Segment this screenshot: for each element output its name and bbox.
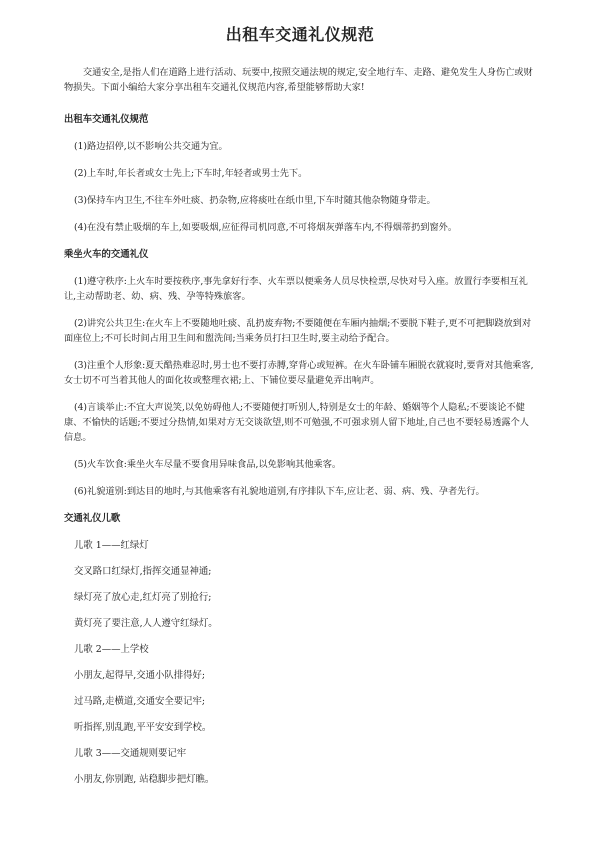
train-rule-2: (2)讲究公共卫生:在火车上不要随地吐痰、乱扔废弃物;不要随便在车厢内抽烟;不要脱下鞋子,更不可把脚跷放到对面座位上;不可长时间占用卫生间和盥洗间;当乘务员打扫卫生时,要主动给予配合。 xyxy=(64,318,532,344)
taxi-rule-2: (2)上车时,年长者或女士先上;下车时,年轻者或男士先下。 xyxy=(74,168,308,179)
rhyme-line: 小朋友,你别跑, 站稳脚步把灯瞧。 xyxy=(74,774,215,785)
rhyme-line: 听指挥,别乱跑,平平安安到学校。 xyxy=(74,722,212,733)
train-rule-1: (1)遵守秩序:上火车时要按秩序,事先拿好行李、火车票以便乘务人员尽快检票,尽快对号入座。放置行李要相互礼让,主动帮助老、幼、病、残、孕等特殊旅客。 xyxy=(64,276,528,302)
train-rule-3: (3)注重个人形象:夏天酷热难忍时,男士也不要打赤膊,穿背心或短裤。在火车卧铺车厢脱衣就寝时,要背对其他乘客,女士切不可当着其他人的面化妆或整理衣裙;上、下铺位要尽量避免弄出响声。 xyxy=(64,360,534,386)
taxi-rule-1: (1)路边招停,以不影响公共交通为宜。 xyxy=(74,141,228,152)
rhyme-line: 小朋友,起得早,交通小队排得好; xyxy=(74,670,205,681)
section-heading-taxi: 出租车交通礼仪规范 xyxy=(64,114,149,125)
rhyme-title-1: 儿歌 1——红绿灯 xyxy=(74,540,149,551)
train-rule-6: (6)礼貌道别:到达目的地时,与其他乘客有礼貌地道别,有序排队下车,应让老、弱、病、残、孕者先行。 xyxy=(74,486,485,497)
intro-paragraph: 交通安全,是指人们在道路上进行活动、玩要中,按照交通法规的规定,安全地行车、走路、避免发生人身伤亡或财物损失。下面小编给大家分享出租车交通礼仪规范内容,希望能够帮助大家! xyxy=(64,67,533,93)
rhyme-title-3: 儿歌 3——交通规则要记牢 xyxy=(74,748,187,759)
page-title: 出租车交通礼仪规范 xyxy=(225,25,375,44)
taxi-rule-4: (4)在没有禁止吸烟的车上,如要吸烟,应征得司机同意,不可将烟灰弹落车内,不得烟蒂扔到窗外。 xyxy=(74,222,458,233)
section-heading-rhymes: 交通礼仪儿歌 xyxy=(64,513,121,524)
rhyme-line: 黄灯亮了要注意,人人遵守红绿灯。 xyxy=(74,618,218,629)
taxi-rule-3: (3)保持车内卫生,不往车外吐痰、扔杂物,应将痰吐在纸巾里,下车时随其他杂物随身带走。 xyxy=(74,195,436,206)
section-heading-train: 乘坐火车的交通礼仪 xyxy=(64,249,149,260)
train-rule-5: (5)火车饮食:乘坐火车尽量不要食用异味食品,以免影响其他乘客。 xyxy=(74,459,342,470)
rhyme-title-2: 儿歌 2——上学校 xyxy=(74,644,149,655)
rhyme-line: 交叉路口红绿灯,指挥交通显神通; xyxy=(74,566,212,577)
rhyme-line: 过马路,走横道,交通安全要记牢; xyxy=(74,696,205,707)
rhyme-line: 绿灯亮了放心走,红灯亮了别抢行; xyxy=(74,592,212,603)
train-rule-4: (4)言谈举止:不宜大声说笑,以免妨碍他人;不要随便打听别人,特别是女士的年龄、婚姻等个人隐私;不要谈论不健康、不愉快的话题;不要过分热情,如果对方无交谈欲望,则不可勉强,不可强求别人留下地址,自己也不要轻易透露个人信息。 xyxy=(64,402,529,443)
